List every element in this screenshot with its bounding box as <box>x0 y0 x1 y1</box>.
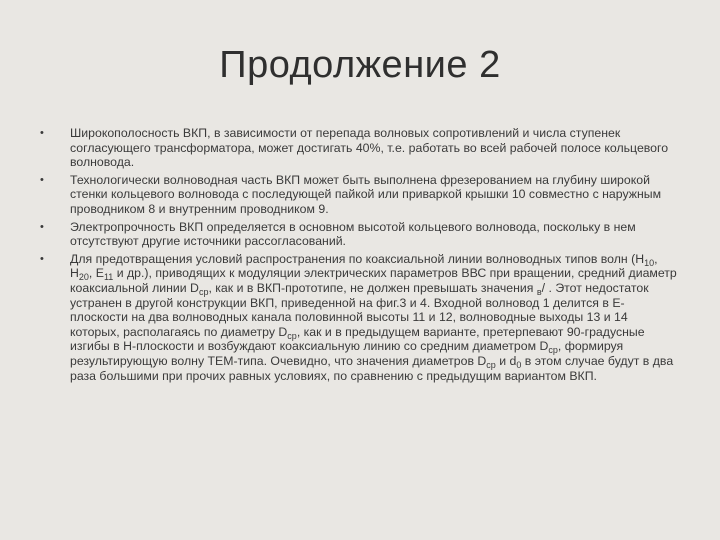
bullet-list <box>40 126 680 386</box>
text-run: , как и в предыдущем варианте, претерпевают 90-градусные изгибы в Н-плоскости и возбуждают коаксиальную линию со средним диаметром D <box>70 324 645 354</box>
bullet-item <box>40 252 680 383</box>
subscript: ср <box>287 330 297 341</box>
bullet-dot-icon: • <box>40 173 44 186</box>
subscript: 20 <box>78 272 89 283</box>
subscript: в <box>536 286 542 297</box>
bullet-item <box>40 126 680 170</box>
text-run: , как и в ВКП-прототипе, не должен превышать значения <box>208 280 537 295</box>
bullet-dot-icon: • <box>40 127 44 139</box>
slide-title: Продолжение 2 <box>219 44 501 86</box>
text-run: , формируя результирующую волну ТЕМ-типа. Очевидно, что значения диаметров D <box>70 339 624 368</box>
text-run: / . Этот недостаток устранен в другой конструкции ВКП, приведенной на фиг.3 и 4. Входной волновод 1 делится в Е-плоскости на два волноводных канала половинной высоты 11 и 12, волноводные выходы 13 и 14 которых, располагаясь по диаметру D <box>70 280 649 339</box>
bullet-text <box>70 252 677 383</box>
text-run: Для предотвращения условий распространения по коаксиальной линии волноводных типов волн (H <box>70 251 645 266</box>
bullet-item <box>40 173 680 217</box>
text-run: и d <box>495 353 517 368</box>
bullet-dot-icon: • <box>40 220 44 233</box>
subscript: ср <box>198 286 209 297</box>
subscript: 0 <box>516 359 522 370</box>
text-run: в этом случае будут в два раза большими при прочих равных условиях, по сравнению с предыдущим вариантом ВКП. <box>70 353 674 383</box>
bullet-text: Электропрочность ВКП определяется в основном высотой кольцевого волновода, поскольку в нем отсутствуют другие источники рассогласований. <box>70 219 636 249</box>
subscript: 11 <box>103 272 114 283</box>
bullet-item <box>40 220 680 249</box>
bullet-text: Технологически волноводная часть ВКП может быть выполнена фрезерованием на глубину широкой стенки кольцевого волновода с последующей пайкой или приваркой крышки 10 совместно с наружным проводником 8 и внутренним проводником 9. <box>70 172 662 216</box>
bullet-text: Широкополосность ВКП, в зависимости от перепада волновых сопротивлений и числа ступенек согласующего трансформатора, может достигать 40%, т.е. работать во всей рабочей полосе кольцевого волновода. <box>70 126 669 170</box>
subscript: ср <box>486 359 496 370</box>
bullet-dot-icon: • <box>40 252 44 265</box>
text-run: , E <box>88 266 104 281</box>
subscript: 10 <box>644 257 655 268</box>
text-run: и др.), приводящих к модуляции электрических параметров ВВС при вращении, средний диаметр коаксиальной линии D <box>70 266 677 295</box>
subscript: ср <box>548 345 558 356</box>
text-run: , H <box>70 251 658 281</box>
